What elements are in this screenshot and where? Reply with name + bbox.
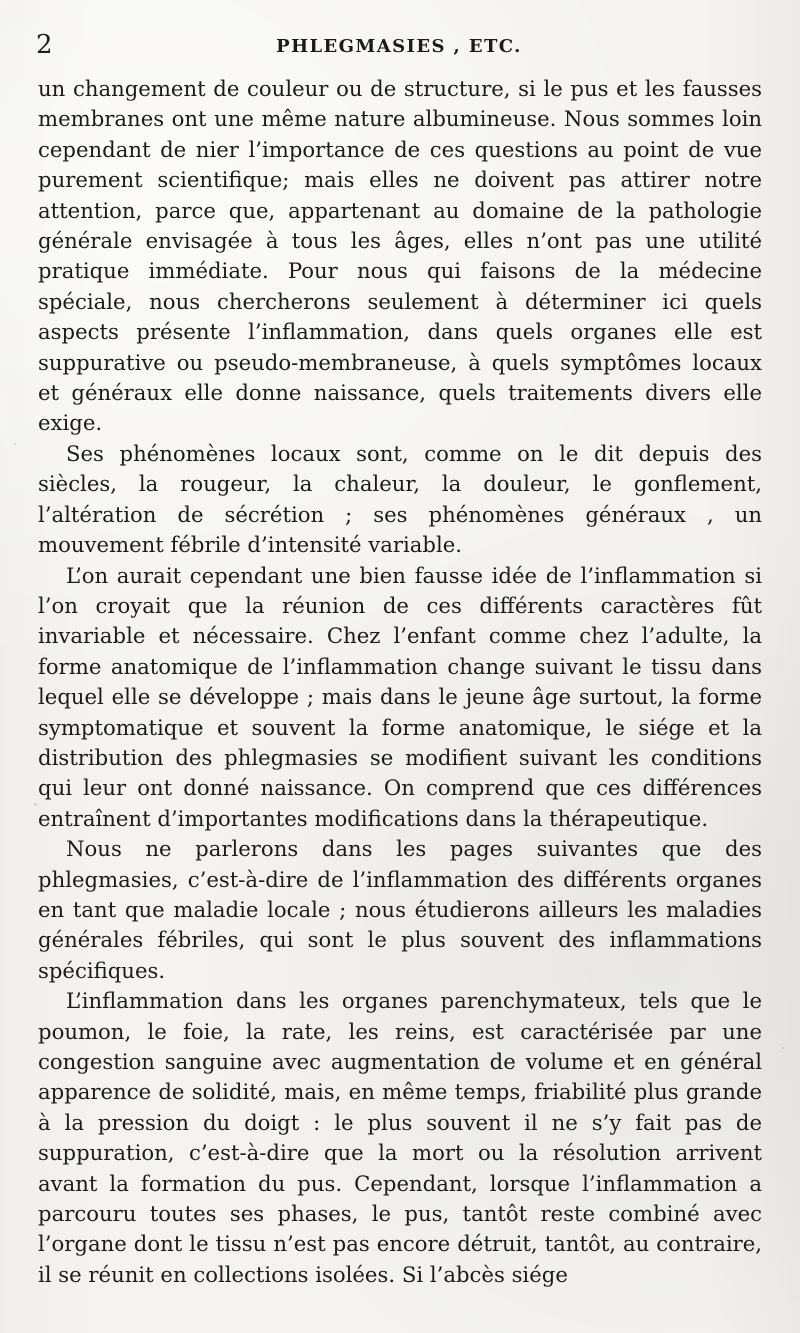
paragraph-1: un changement de couleur ou de structure, si le pus et les fausses membranes ont une même nature albumineuse. Nous sommes loin cependant de nier l’importance de ces questions au point de vue purement scientifique; mais elles ne doivent pas attirer notre attention, parce que, appartenant au domaine de la pathologie générale envisagée à tous les âges, elles n’ont pas une utilité pratique immédiate. Pour nous qui faisons de la médecine spéciale, nous chercherons seulement à déterminer ici quels aspects présente l’inflammation, dans quels organes elle est suppurative ou pseudo-membraneuse, à quels symptômes locaux et généraux elle donne naissance, quels traitements divers elle exige.: [38, 76, 762, 436]
running-head: PHLEGMASIES , ETC.: [276, 36, 522, 57]
paragraph-3: L’on aurait cependant une bien fausse idée de l’inflammation si l’on croyait que la réunion de ces différents caractères fût invariable et nécessaire. Chez l’enfant comme chez l’adulte, la forme anatomique de l’inflammation change suivant le tissu dans lequel elle se développe ; mais dans le jeune âge surtout, la forme symptomatique et souvent la forme anatomique, le siége et la distribution des phlegmasies se modifient suivant les conditions qui leur ont donné naissance. On comprend que ces différences entraînent d’importantes modifications dans la thérapeutique.: [38, 562, 762, 831]
paper-speck: [34, 803, 37, 806]
paragraph-2: Ses phénomènes locaux sont, comme on le dit depuis des siècles, la rougeur, la chaleur, la douleur, le gonflement, l’altération de sécrétion ; ses phénomènes généraux , un mouvement fébrile d’intensité variable.: [38, 440, 762, 558]
page-number: 2: [36, 30, 54, 60]
page-body: [38, 74, 762, 1290]
paper-speck: [14, 443, 16, 445]
paragraph-5: L’inflammation dans les organes parenchymateux, tels que le poumon, le foie, la rate, les reins, est caractérisée par une congestion sanguine avec augmentation de volume et en général apparence de solidité, mais, en même temps, friabilité plus grande à la pression du doigt : le plus souvent il ne s’y fait pas de suppuration, c’est-à-dire que la mort ou la résolution arrivent avant la formation du pus. Cependant, lorsque l’inflammation a parcouru toutes ses phases, le pus, tantôt reste combiné avec l’organe dont le tissu n’est pas encore détruit, tantôt, au contraire, il se réunit en collections isolées. Si l’abcès siége: [38, 988, 762, 1287]
paragraph-4: Nous ne parlerons dans les pages suivantes que des phlegmasies, c’est-à-dire de l’inflammation des différents organes en tant que maladie locale ; nous étudierons ailleurs les maladies générales fébriles, qui sont le plus souvent des inflammations spécifiques.: [38, 836, 762, 983]
paper-speck: [782, 1047, 784, 1049]
page-header: [36, 18, 762, 58]
